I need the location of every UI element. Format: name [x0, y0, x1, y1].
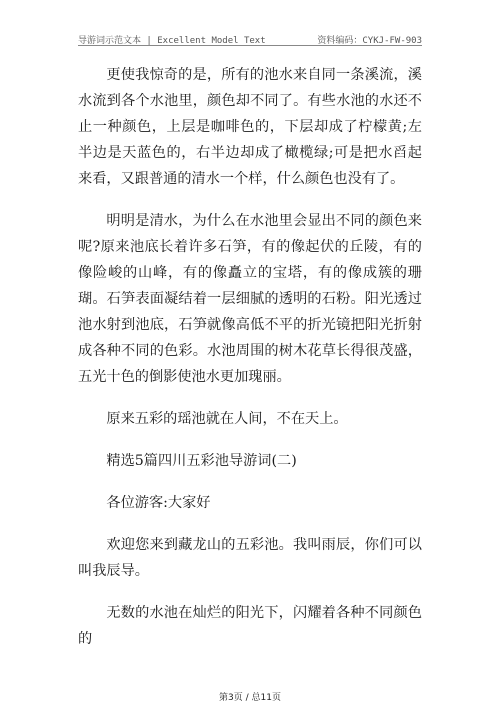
page-header	[78, 30, 422, 46]
section-heading: 精选5篇四川五彩池导游词(二)	[106, 453, 297, 469]
greeting: 各位游客:大家好	[106, 495, 211, 511]
paragraph: 原来五彩的瑶池就在人间，不在天上。	[106, 411, 348, 427]
header-title: 导游词示范文本 | Excellent Model Text	[78, 36, 266, 46]
paragraph: 更使我惊奇的是，所有的池水来自同一条溪流，溪水流到各个水池里，颜色却不同了。有些水池的水还不止一种颜色，上层是咖啡色的，下层却成了柠檬黄;左半边是天蓝色的，右半边却成了橄榄绿;可是把水舀起来看，又跟普通的清水一个样，什么颜色也没有了。	[78, 67, 422, 187]
page-number: 第3页 / 总11页	[219, 693, 281, 703]
paragraph: 无数的水池在灿烂的阳光下，闪耀着各种不同颜色的	[78, 605, 422, 647]
page-body	[78, 62, 422, 652]
paragraph: 明明是清水，为什么在水池里会显出不同的颜色来呢?原来池底长着许多石笋，有的像起伏的丘陵，有的像险峻的山峰，有的像矗立的宝塔，有的像成簇的珊瑚。石笋表面凝结着一层细腻的透明的石粉。阳光透过池水射到池底，石笋就像高低不平的折光镜把阳光折射成各种不同的色彩。水池周围的树木花草长得很茂盛，五光十色的倒影使池水更加瑰丽。	[78, 213, 422, 385]
header-code: 资料编码：CYKJ-FW-903	[317, 36, 422, 46]
paragraph: 欢迎您来到藏龙山的五彩池。我叫雨辰，你们可以叫我辰导。	[78, 537, 422, 579]
header-divider	[78, 45, 422, 46]
page-footer	[0, 690, 500, 703]
